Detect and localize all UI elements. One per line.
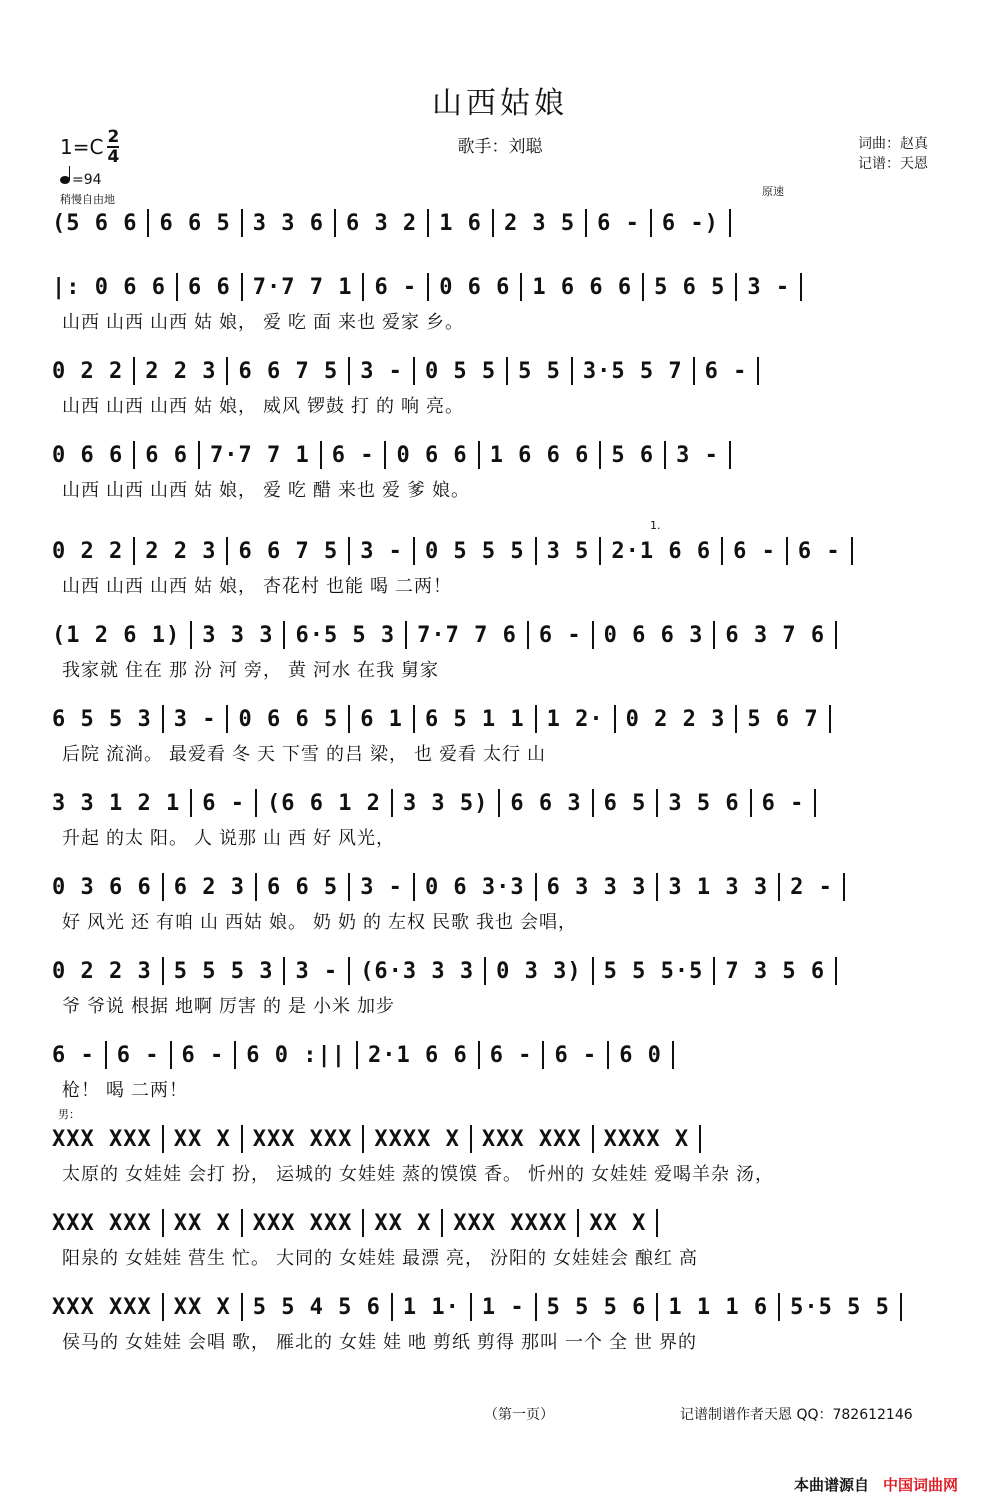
measure: 6 - xyxy=(374,274,418,300)
bar-line xyxy=(241,1125,243,1153)
measure: 5 6 xyxy=(611,442,655,468)
notation-line xyxy=(52,1292,952,1322)
measure: 6 5 xyxy=(603,790,647,816)
measure: 3 5 6 xyxy=(668,790,740,816)
bar-line xyxy=(255,789,257,817)
bar-line xyxy=(757,357,759,385)
bar-line xyxy=(147,209,149,237)
measure: 0 2 2 xyxy=(52,358,124,384)
measure: 7·7 7 6 xyxy=(417,622,517,648)
credit-notation: 记谱：天恩 xyxy=(858,156,928,172)
measure: 6 - xyxy=(331,442,375,468)
score-system xyxy=(52,1292,952,1354)
bar-line xyxy=(599,441,601,469)
measure: 6 - xyxy=(797,538,841,564)
measure: 5 6 5 xyxy=(654,274,726,300)
measure: 3 - xyxy=(173,706,217,732)
measure: 6 - xyxy=(538,622,582,648)
score-system xyxy=(52,272,952,334)
measure: XXX XXX xyxy=(481,1126,582,1152)
measure: 2 2 3 xyxy=(145,358,217,384)
measure: 0 6 6 xyxy=(52,442,124,468)
bar-line xyxy=(585,209,587,237)
time-numerator: 2 xyxy=(107,127,120,147)
measure: 3 - xyxy=(747,274,791,300)
bar-line xyxy=(843,873,845,901)
measure: 5 6 7 xyxy=(747,706,819,732)
measure: 0 3 3) xyxy=(496,958,582,984)
bar-line xyxy=(413,873,415,901)
bar-line xyxy=(835,957,837,985)
bar-line xyxy=(133,357,135,385)
measure: 2 - xyxy=(790,874,833,900)
lyrics-line: 山西 山西 山西 姑 娘， 爱 吃 面 来也 爱家 乡。 xyxy=(62,312,465,332)
measure: XX X xyxy=(374,1210,432,1236)
measure: 1 6 6 6 xyxy=(532,274,633,300)
notation-line xyxy=(52,704,952,734)
source-watermark xyxy=(794,1474,958,1495)
measure: 7 3 5 6 xyxy=(725,958,826,984)
score-system xyxy=(52,536,952,598)
measure: 5 5 5·5 xyxy=(603,958,704,984)
bar-line xyxy=(713,957,715,985)
measure: 6 6 xyxy=(145,442,188,468)
bar-line xyxy=(198,441,200,469)
bar-line xyxy=(642,273,644,301)
bar-line xyxy=(348,873,350,901)
bar-line xyxy=(592,957,594,985)
measure: 6 0 xyxy=(619,1042,662,1068)
score-system xyxy=(52,208,952,270)
bar-line xyxy=(241,273,243,301)
measure: 0 6 3·3 xyxy=(424,874,525,900)
bar-line xyxy=(520,273,522,301)
bar-line xyxy=(900,1293,902,1321)
bar-line xyxy=(405,621,407,649)
bar-line xyxy=(241,1209,243,1237)
score-system xyxy=(52,356,952,418)
score-system xyxy=(52,956,952,1018)
bar-line xyxy=(650,209,652,237)
bar-line xyxy=(255,873,257,901)
bar-line xyxy=(348,957,350,985)
bar-line xyxy=(535,1293,537,1321)
measure: 6 - xyxy=(52,1042,95,1068)
credits xyxy=(858,134,928,174)
measure: 0 6 6 5 xyxy=(238,706,339,732)
lyrics-line: 阳泉的 女娃娃 营生 忙。 大同的 女娃娃 最漂 亮， 汾阳的 女娃娃会 酿红 高 xyxy=(62,1248,699,1268)
score-system xyxy=(52,704,952,766)
measure: 0 2 2 xyxy=(52,538,124,564)
measure: 0 3 6 6 xyxy=(52,874,152,900)
bar-line xyxy=(786,537,788,565)
bar-line xyxy=(241,1293,243,1321)
measure: 6 1 xyxy=(360,706,403,732)
bar-line xyxy=(162,1293,164,1321)
measure: 5 5 5 3 xyxy=(173,958,274,984)
bar-line xyxy=(162,957,164,985)
bar-line xyxy=(693,357,695,385)
bar-line xyxy=(829,705,831,733)
bar-line xyxy=(527,621,529,649)
bar-line xyxy=(441,1209,443,1237)
measure: 3 - xyxy=(360,538,403,564)
lyrics-line: 爷 爷说 根据 地啊 厉害 的 是 小米 加步 xyxy=(62,996,396,1016)
bar-line xyxy=(348,357,350,385)
notation-line xyxy=(52,536,952,566)
singer: 歌手：刘聪 xyxy=(457,137,543,157)
bar-line xyxy=(542,1041,544,1069)
tempo-primo: 原速 xyxy=(762,185,784,198)
measure: 3 3 3 xyxy=(202,622,274,648)
bar-line xyxy=(362,1209,364,1237)
bar-line xyxy=(735,273,737,301)
measure: 5 5 5 6 xyxy=(546,1294,647,1320)
volta-bracket: 1. xyxy=(650,519,661,532)
measure: XXX XXX xyxy=(52,1294,152,1320)
lyrics-line: 山西 山西 山西 姑 娘， 威风 锣鼓 打 的 响 亮。 xyxy=(62,396,465,416)
lyrics-line xyxy=(52,244,952,270)
measure: 6 - xyxy=(761,790,805,816)
measure: 6 - xyxy=(116,1042,160,1068)
notation-line xyxy=(52,872,952,902)
notation-line xyxy=(52,956,952,986)
measure: 6 6 xyxy=(187,274,231,300)
bar-line xyxy=(729,209,731,237)
measure: 6 3 7 6 xyxy=(725,622,826,648)
measure: 6 - xyxy=(202,790,245,816)
bar-line xyxy=(162,1125,164,1153)
credit-lyrics-music: 词曲：赵真 xyxy=(858,136,928,152)
measure: XX X xyxy=(173,1126,231,1152)
bar-line xyxy=(334,209,336,237)
tempo xyxy=(60,172,102,188)
bar-line xyxy=(778,873,780,901)
measure: 7·7 7 1 xyxy=(209,442,310,468)
bar-line xyxy=(241,209,243,237)
measure: 0 5 5 5 xyxy=(424,538,525,564)
bar-line xyxy=(599,537,601,565)
bar-line xyxy=(234,1041,236,1069)
bar-line xyxy=(133,537,135,565)
measure: XXX XXX xyxy=(252,1126,353,1152)
bar-line xyxy=(362,1125,364,1153)
bar-line xyxy=(614,705,616,733)
bar-line xyxy=(592,789,594,817)
footer-credit: 记谱制谱作者天恩 QQ：782612146 xyxy=(680,1407,913,1423)
measure: XXX XXXX xyxy=(453,1210,568,1236)
tempo-bpm: =94 xyxy=(72,172,102,188)
bar-line xyxy=(814,789,816,817)
bar-line xyxy=(672,1041,674,1069)
measure: 3 3 5) xyxy=(402,790,489,816)
measure: 1 6 6 6 xyxy=(489,442,590,468)
measure: 3 1 3 3 xyxy=(668,874,769,900)
score-system xyxy=(52,1124,952,1186)
measure: 6 - xyxy=(181,1042,225,1068)
tempo-marking: 稍慢自由地 xyxy=(60,193,115,206)
bar-line xyxy=(800,273,802,301)
score-system xyxy=(52,1208,952,1270)
key-text: 1=C xyxy=(60,135,104,159)
bar-line xyxy=(427,273,429,301)
lyrics-line: 后院 流淌。 最爱看 冬 天 下雪 的吕 梁， 也 爱看 太行 山 xyxy=(62,744,547,764)
measure: 5·5 5 5 xyxy=(790,1294,890,1320)
bar-line xyxy=(470,1125,472,1153)
bar-line xyxy=(384,441,386,469)
bar-line xyxy=(656,1209,658,1237)
notation-line xyxy=(52,272,952,302)
measure: 3 - xyxy=(295,958,339,984)
bar-line xyxy=(478,441,480,469)
bar-line xyxy=(190,789,192,817)
bar-line xyxy=(484,957,486,985)
measure: 1 6 xyxy=(439,210,482,236)
lyrics-line: 升起 的太 阳。 人 说那 山 西 好 风光， xyxy=(62,828,396,848)
measure: 6 5 1 1 xyxy=(424,706,525,732)
bar-line xyxy=(176,273,178,301)
bar-line xyxy=(577,1209,579,1237)
score-system xyxy=(52,1040,952,1102)
lyrics-line: 山西 山西 山西 姑 娘， 爱 吃 醋 来也 爱 爹 娘。 xyxy=(62,480,471,500)
measure: XXXX X xyxy=(603,1126,690,1152)
measure: (1 2 6 1) xyxy=(52,622,181,648)
measure: 1 - xyxy=(481,1294,525,1320)
measure: 6 6 7 5 xyxy=(238,358,339,384)
measure: 1 1· xyxy=(402,1294,460,1320)
measure: 2·1 6 6 xyxy=(367,1042,468,1068)
bar-line xyxy=(571,357,573,385)
lyrics-line: 我家就 住在 那 汾 河 旁， 黄 河水 在我 舅家 xyxy=(62,660,440,680)
bar-line xyxy=(413,705,415,733)
bar-line xyxy=(226,537,228,565)
bar-line xyxy=(162,705,164,733)
quarter-note-icon xyxy=(60,176,70,184)
measure: 0 6 6 xyxy=(439,274,511,300)
bar-line xyxy=(362,273,364,301)
bar-line xyxy=(664,441,666,469)
bar-line xyxy=(592,621,594,649)
bar-line xyxy=(535,873,537,901)
measure: 0 2 2 3 xyxy=(52,958,152,984)
bar-line xyxy=(721,537,723,565)
measure: 6 - xyxy=(733,538,776,564)
bar-line xyxy=(835,621,837,649)
measure: XXX XXX xyxy=(52,1210,152,1236)
lyrics-line: 枪！ 喝 二两！ xyxy=(62,1080,189,1100)
page-number: （第一页） xyxy=(484,1407,554,1423)
measure: 7·7 7 1 xyxy=(252,274,353,300)
score-system xyxy=(52,620,952,682)
bar-line xyxy=(283,957,285,985)
measure: 3 5 xyxy=(546,538,590,564)
measure: (6·3 3 3 xyxy=(360,958,475,984)
measure: 5 5 xyxy=(518,358,561,384)
source-site: 中国词曲网 xyxy=(883,1476,959,1494)
male-part-label: 男： xyxy=(58,1108,80,1121)
bar-line xyxy=(391,1293,393,1321)
bar-line xyxy=(592,1125,594,1153)
bar-line xyxy=(348,537,350,565)
measure: 6·5 5 3 xyxy=(295,622,396,648)
measure: 6 6 5 xyxy=(266,874,339,900)
bar-line xyxy=(656,1293,658,1321)
measure: 2 3 5 xyxy=(503,210,576,236)
song-title: 山西姑娘 xyxy=(432,86,568,121)
bar-line xyxy=(656,873,658,901)
bar-line xyxy=(320,441,322,469)
measure: 3 3 6 xyxy=(252,210,324,236)
measure: 6 - xyxy=(704,358,748,384)
bar-line xyxy=(162,1209,164,1237)
bar-line xyxy=(133,441,135,469)
bar-line xyxy=(535,705,537,733)
measure: 6 6 5 xyxy=(159,210,231,236)
notation-line xyxy=(52,788,952,818)
bar-line xyxy=(699,1125,701,1153)
measure: XX X xyxy=(173,1210,231,1236)
measure: 2·1 6 6 xyxy=(611,538,712,564)
time-denominator: 4 xyxy=(107,147,120,167)
bar-line xyxy=(729,441,731,469)
bar-line xyxy=(391,789,393,817)
bar-line xyxy=(498,789,500,817)
measure: XXX XXX xyxy=(52,1126,152,1152)
measure: 6 5 5 3 xyxy=(52,706,152,732)
bar-line xyxy=(470,1293,472,1321)
notation-line xyxy=(52,356,952,386)
score-system xyxy=(52,872,952,934)
measure: XXXX X xyxy=(374,1126,460,1152)
measure: 6 3 2 xyxy=(345,210,418,236)
bar-line xyxy=(190,621,192,649)
source-prefix: 本曲谱源自 xyxy=(794,1476,870,1494)
measure: 1 1 1 6 xyxy=(668,1294,769,1320)
score-system xyxy=(52,440,952,502)
bar-line xyxy=(413,537,415,565)
bar-line xyxy=(162,873,164,901)
bar-line xyxy=(492,209,494,237)
notation-line xyxy=(52,620,952,650)
bar-line xyxy=(413,357,415,385)
bar-line xyxy=(713,621,715,649)
measure: 6 6 3 xyxy=(510,790,582,816)
bar-line xyxy=(535,537,537,565)
bar-line xyxy=(778,1293,780,1321)
lyrics-line: 侯马的 女娃娃 会唱 歌， 雁北的 女娃 娃 吔 剪纸 剪得 那叫 一个 全 世 界的 xyxy=(62,1332,698,1352)
measure: 3 3 1 2 1 xyxy=(52,790,181,816)
bar-line xyxy=(735,705,737,733)
score-system xyxy=(52,788,952,850)
measure: 0 5 5 xyxy=(424,358,497,384)
notation-line xyxy=(52,208,952,238)
lyrics-line: 山西 山西 山西 姑 娘， 杏花村 也能 喝 二两！ xyxy=(62,576,453,596)
notation-line xyxy=(52,440,952,470)
measure: |: 0 6 6 xyxy=(52,274,166,300)
bar-line xyxy=(283,621,285,649)
measure: 6 - xyxy=(489,1042,533,1068)
measure: 1 2· xyxy=(546,706,604,732)
measure: (6 6 1 2 xyxy=(266,790,381,816)
bar-line xyxy=(478,1041,480,1069)
measure: 3 - xyxy=(360,874,403,900)
measure: 0 6 6 3 xyxy=(603,622,704,648)
measure: 6 6 7 5 xyxy=(238,538,339,564)
lyrics-line: 好 风光 还 有咱 山 西姑 娘。 奶 奶 的 左权 民歌 我也 会唱， xyxy=(62,912,578,932)
measure: 3 - xyxy=(676,442,719,468)
measure: 0 6 6 xyxy=(396,442,468,468)
bar-line xyxy=(170,1041,172,1069)
measure: 2 2 3 xyxy=(145,538,217,564)
bar-line xyxy=(656,789,658,817)
measure: 5 5 4 5 6 xyxy=(252,1294,381,1320)
measure: 3·5 5 7 xyxy=(582,358,683,384)
bar-line xyxy=(851,537,853,565)
measure: 3 - xyxy=(360,358,403,384)
measure: 6 0 :|| xyxy=(246,1042,346,1068)
measure: 6 2 3 xyxy=(173,874,245,900)
measure: 6 3 3 3 xyxy=(546,874,647,900)
bar-line xyxy=(506,357,508,385)
measure: XXX XXX xyxy=(252,1210,353,1236)
bar-line xyxy=(356,1041,358,1069)
measure: 0 2 2 3 xyxy=(625,706,726,732)
measure: 6 - xyxy=(597,210,640,236)
measure: XX X xyxy=(589,1210,647,1236)
notation-line xyxy=(52,1040,952,1070)
measure: 6 -) xyxy=(661,210,719,236)
bar-line xyxy=(105,1041,107,1069)
bar-line xyxy=(226,357,228,385)
notation-line xyxy=(52,1208,952,1238)
measure: (5 6 6 xyxy=(52,210,138,236)
bar-line xyxy=(226,705,228,733)
measure: XX X xyxy=(173,1294,231,1320)
bar-line xyxy=(348,705,350,733)
notation-line xyxy=(52,1124,952,1154)
lyrics-line: 太原的 女娃娃 会打 扮， 运城的 女娃娃 蒸的馍馍 香。 忻州的 女娃娃 爱喝羊杂 汤， xyxy=(62,1164,775,1184)
bar-line xyxy=(427,209,429,237)
bar-line xyxy=(607,1041,609,1069)
bar-line xyxy=(750,789,752,817)
measure: 6 - xyxy=(554,1042,598,1068)
